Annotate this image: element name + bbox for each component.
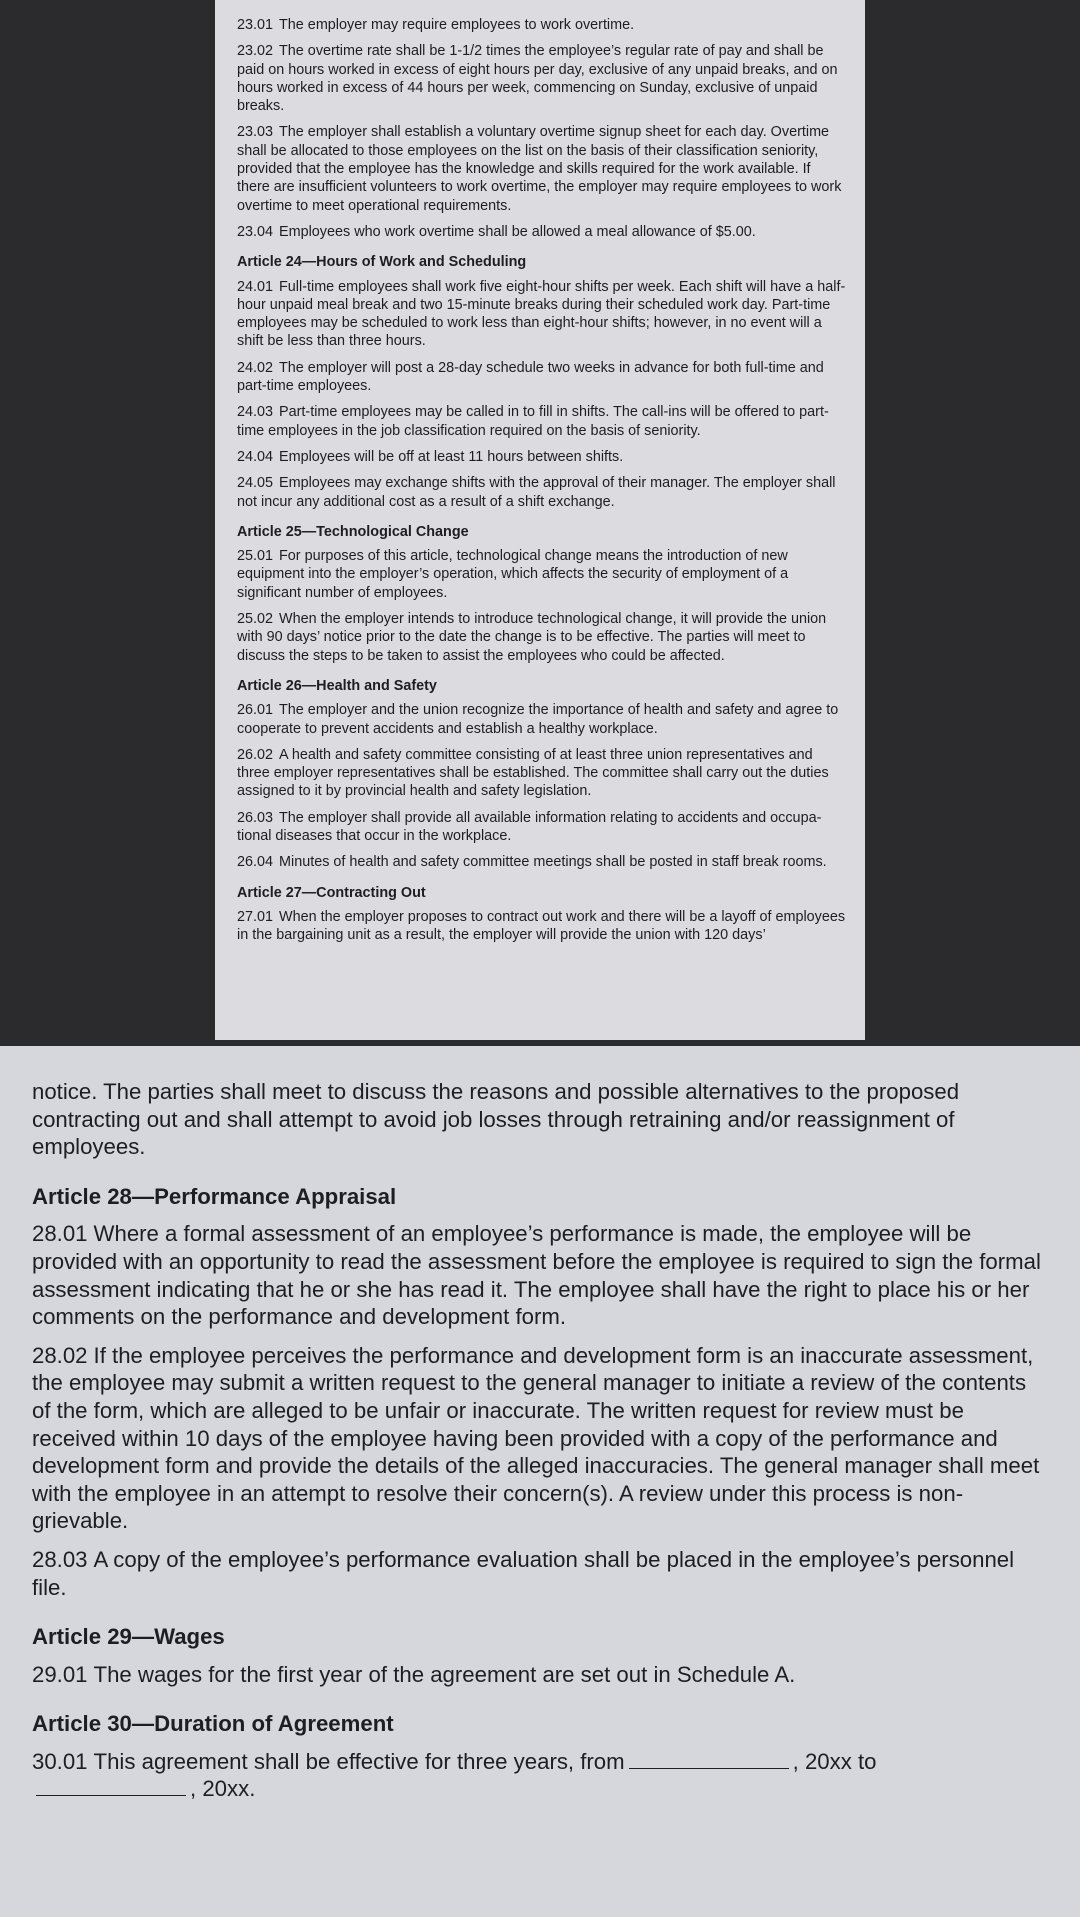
bottom-page-text bbox=[32, 1078, 1050, 1814]
clause-23-01: 23.01 The employer may require employees to work overtime. bbox=[237, 17, 635, 33]
clause-28-02: 28.02 If the employee perceives the performance and development form is an inaccurate assessment, the employee may submit a written request to the general manager to initiate a review of the contents of the form, which are alleged to be unfair or inaccurate. The written request for review must be received within 10 days of the employee having been provided with a copy of the performance and development form and provide the details of the alleged inaccuracies. The general manager shall meet with the employee in an attempt to resolve their concern(s). A review under this process is non-grievable. bbox=[32, 1342, 1040, 1534]
clause-28-01: 28.01 Where a formal assessment of an employee’s performance is made, the employee will be provided with an opportunity to read the assessment before the employee is required to sign the formal assessment indicating that he or she has read it. The employee shall have the right to place his or her comments on the performance and development form. bbox=[32, 1221, 1041, 1330]
clause-28-03: 28.03 A copy of the employee’s performance evaluation shall be placed in the employee’s personnel file. bbox=[32, 1546, 1015, 1600]
clause-24-03: 24.03 Part-time employees may be called in to fill in shifts. The call-ins will be offered to part-time employees in the job classification required on the basis of seniority. bbox=[237, 404, 829, 439]
clause-30-01: 30.01 This agreement shall be effective for three years, from , 20xx to , 20xx. bbox=[32, 1748, 877, 1802]
end-date-blank bbox=[36, 1794, 186, 1796]
article-28-heading: Article 28—Performance Appraisal bbox=[32, 1183, 397, 1209]
clause-27-01-continuation: notice. The parties shall meet to discuss the reasons and possible alternatives to the proposed contracting out and shall attempt to avoid job losses through retraining and/or reassignment of employees. bbox=[32, 1079, 960, 1160]
start-date-blank bbox=[629, 1767, 789, 1769]
clause-26-04: 26.04 Minutes of health and safety committee meetings shall be posted in staff break rooms. bbox=[237, 854, 827, 871]
clause-26-02: 26.02 A health and safety committee consisting of at least three union representatives and three employer representatives shall be established. The committee shall carry out the duties assigned to it by provincial health and safety legislation. bbox=[237, 746, 829, 800]
clause-24-02: 24.02 The employer will post a 28-day schedule two weeks in advance for both full-time and part-time employees. bbox=[237, 359, 824, 395]
clause-25-01: 25.01 For purposes of this article, technological change means the introduction of new equipment into the employer’s operation, which affects the security of employment of a significant number of employees. bbox=[237, 548, 789, 601]
top-page-scan bbox=[215, 0, 865, 1040]
article-30-heading: Article 30—Duration of Agreement bbox=[32, 1711, 394, 1737]
clause-25-02: 25.02 When the employer intends to introduce technological change, it will provide the union with 90 days’ notice prior to the date the change is to be effective. The parties will meet to discuss the steps to be taken to assist the employees who could be affected. bbox=[237, 611, 827, 664]
article-24-heading: Article 24—Hours of Work and Scheduling bbox=[237, 254, 527, 271]
article-26-heading: Article 26—Health and Safety bbox=[237, 677, 437, 694]
clause-24-04: 24.04 Employees will be off at least 11 hours between shifts. bbox=[237, 448, 624, 465]
clause-23-02: 23.02 The overtime rate shall be 1-1/2 times the employee’s regular rate of pay and shall be paid on hours worked in excess of eight hours per day, exclusive of any unpaid breaks, and on hours worked in excess of 44 hours per week, commencing on Sunday, exclusive of unpaid breaks. bbox=[237, 43, 838, 115]
top-page-text bbox=[237, 16, 847, 952]
article-27-heading: Article 27—Contracting Out bbox=[237, 884, 426, 901]
clause-27-01: 27.01 When the employer proposes to contract out work and there will be a layoff of employees in the bargaining unit as a result, the employer will provide the union with 120 days’ bbox=[237, 908, 846, 944]
clause-23-04: 23.04 Employees who work overtime shall be allowed a meal allowance of $5.00. bbox=[237, 223, 756, 240]
clause-24-05: 24.05 Employees may exchange shifts with the approval of their manager. The employer shall not incur any additional cost as a result of a shift exchange. bbox=[237, 475, 836, 510]
article-25-heading: Article 25—Technological Change bbox=[237, 523, 469, 540]
clause-24-01: 24.01 Full-time employees shall work five eight-hour shifts per week. Each shift will have a half-hour unpaid meal break and two 15-minute breaks during their scheduled work day. Part-time employees may be scheduled to work less than eight-hour shifts; however, in no event will a shift be less than three hours. bbox=[237, 278, 846, 350]
article-29-heading: Article 29—Wages bbox=[32, 1624, 225, 1650]
clause-26-03: 26.03 The employer shall provide all available information relating to accidents and occupa-tional diseases that occur in the workplace. bbox=[237, 809, 822, 844]
clause-26-01: 26.01 The employer and the union recognize the importance of health and safety and agree to cooperate to prevent accidents and establish a healthy workplace. bbox=[237, 702, 839, 737]
clause-29-01: 29.01 The wages for the first year of the agreement are set out in Schedule A. bbox=[32, 1661, 796, 1687]
bottom-page-scan bbox=[0, 1046, 1080, 1917]
clause-23-03: 23.03 The employer shall establish a voluntary overtime signup sheet for each day. Overtime shall be allocated to those employees on the list on the basis of their classification seniority, provided that the employee has the knowledge and skills required for the work available. If there are insufficient volunteers to work overtime, the employer may require employees to work overtime to meet operational requirements. bbox=[237, 124, 842, 214]
